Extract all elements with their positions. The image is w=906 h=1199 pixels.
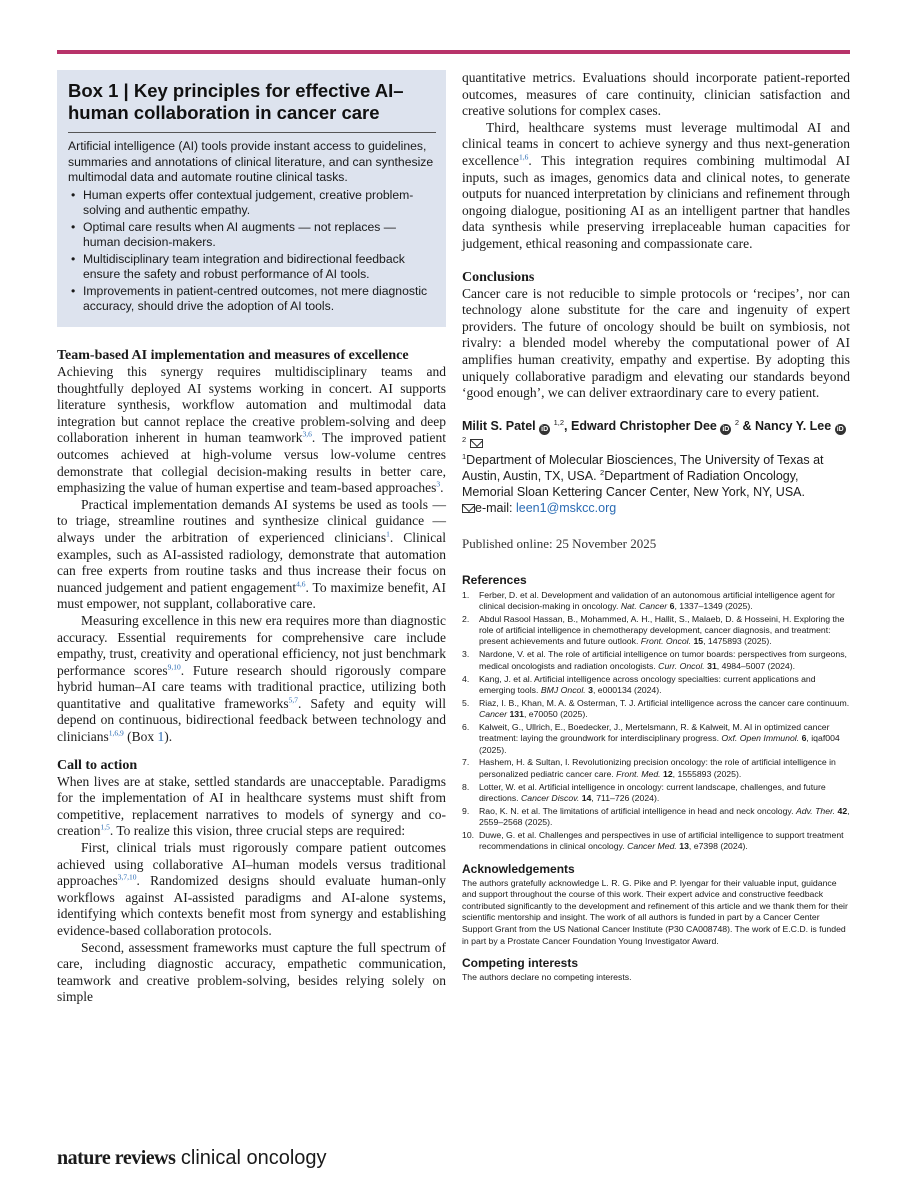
box-bullet-list	[68, 188, 436, 315]
top-accent-bar	[57, 50, 850, 54]
reference-item: 9. Rao, K. N. et al. The limitations of artificial intelligence in head and neck oncology. Adv. Ther. 42, 2559–2568 (2025).	[462, 805, 850, 828]
email-envelope-icon[interactable]	[470, 439, 483, 448]
acknowledgements-heading: Acknowledgements	[462, 861, 575, 876]
reference-item: 8. Lotter, W. et al. Artificial intelligence in oncology: current landscape, challenges, and future directions. Cancer Discov. 14, 711–726 (2024).	[462, 781, 826, 803]
competing-interests-heading: Competing interests	[462, 956, 579, 971]
citation[interactable]: 3,6	[302, 429, 312, 439]
section-heading-conclusions: Conclusions	[462, 269, 535, 285]
author-names: Milit S. Patel iD $^{1,2}$, Edward Christopher Dee iD $^2$ & Nancy Y. Lee iD $^2$	[462, 418, 850, 451]
citation[interactable]: 4,6	[296, 579, 306, 589]
box-bullet: • Improvements in patient-centred outcomes, not mere diagnostic accuracy, should drive the adoption of AI tools.	[68, 284, 436, 315]
email-link[interactable]: leen1@mskcc.org	[515, 500, 617, 515]
box-bullet: • Human experts offer contextual judgement, creative problem-solving and authentic empathy.	[68, 188, 436, 219]
references-list	[462, 590, 850, 853]
email-envelope-icon	[462, 504, 475, 513]
section-heading-call-to-action: Call to action	[57, 757, 138, 773]
reference-item: 10. Duwe, G. et al. Challenges and perspectives in use of artificial intelligence to support treatment recommendations in clinical oncology. Cancer Med. 13, e7398 (2024).	[462, 829, 844, 852]
reference-item: 2. Abdul Rasool Hassan, B., Mohammed, A. H., Hallit, S., Malaeb, D. & Hosseini, H. Exploring the role of artificial intelligence in chemotherapy development, cancer diagnosis, and treatment: present achievements and future outlook. Front. Oncol. 15, 1475893 (2025).	[462, 613, 845, 647]
citation[interactable]: 3,7,10	[117, 872, 137, 882]
footer-brand: nature reviews	[57, 1147, 176, 1169]
paragraph: Practical implementation demands AI systems be used as tools — to triage, streamline routines and synthesize clinical guidance — always under the arbitration of experienced clinicians$^1$. Clinical examples, such as AI-assisted radiology, demonstrate that automation can free experts from routine tasks and thus increase their focus on nuanced judgement and patient engagement$^{4,6}$. To maximize benefit, AI must empower, not supplant, collaborative care.	[57, 496, 446, 612]
section-heading-team-based: Team-based AI implementation and measures of excellence	[57, 348, 409, 363]
published-date: Published online: 25 November 2025	[462, 535, 657, 551]
box-bullet: • Optimal care results when AI augments — not replaces — human decision-makers.	[68, 220, 436, 251]
reference-item: 4. Kang, J. et al. Artificial intelligence across oncology specialties: current applications and emerging tools. BMJ Oncol. 3, e000134 (2024).	[462, 673, 816, 695]
orcid-icon[interactable]: iD	[836, 425, 844, 433]
citation[interactable]: 1	[386, 529, 390, 539]
paragraph: Achieving this synergy requires multidisciplinary teams and thoughtfully deployed AI systems working in concert. AI supports literature synthesis, workflow automation and multimodal data integration but cannot replace the creative problem-solving and deep collaboration inherent in human teamwork$^{3,6}$. The improved patient outcomes achieved at high-volume versus low-volume centres demonstrate that collegial decision-making results in better care, emphasizing the value of human expertise and team-based approaches$^3$.	[57, 364, 446, 496]
paragraph: Cancer care is not reducible to simple protocols or ‘recipes’, nor can technology alone substitute for the care and ingenuity of expert providers. The future of oncology should be built on symbiosis, not rivalry: a blended model whereby the computational power of AI amplifies human creativity, empathy and expertise. By adopting this uniquely collaborative paradigm and elevating our standards beyond ‘good enough’, we can deliver extraordinary care to every patient.	[462, 285, 850, 401]
email-line: e-mail: leen1@mskcc.org	[462, 500, 850, 516]
orcid-icon[interactable]: iD	[541, 425, 549, 433]
citation[interactable]: 1,5	[100, 822, 110, 832]
author-name: Edward Christopher Dee	[571, 418, 717, 433]
box-bullet: • Multidisciplinary team integration and bidirectional feedback ensure the safety and robust performance of AI tools.	[68, 252, 436, 283]
paragraph: quantitative metrics. Evaluations should incorporate patient-reported outcomes, measures of care continuity, clinician satisfaction and creative solutions for complex cases.	[462, 70, 850, 119]
key-principles-box	[57, 70, 446, 327]
citation[interactable]: 3	[436, 479, 441, 489]
journal-footer	[57, 1147, 327, 1170]
reference-item: 7. Hashem, H. & Sultan, I. Revolutionizing precision oncology: the role of artificial intelligence in personalized pediatric cancer care. Front. Med. 12, 1555893 (2025).	[462, 757, 836, 779]
citation[interactable]: 5,7	[288, 695, 298, 705]
paragraph: First, clinical trials must rigorously compare patient outcomes achieved using collaborative AI–human models versus traditional approaches$^{3,7,10}$. Randomized designs should evaluate human-only workflows against AI-assisted paradigms and AI-alone systems, identifying which contexts benefit most from synergy and establishing evidence-based collaboration protocols.	[57, 840, 446, 938]
orcid-icon[interactable]: iD	[722, 425, 730, 433]
references-heading: References	[462, 572, 527, 587]
author-name: Milit S. Patel	[462, 418, 536, 433]
competing-interests-text: The authors declare no competing interests.	[462, 972, 632, 983]
box-divider	[68, 132, 436, 133]
paragraph: Measuring excellence in this new era requires more than diagnostic accuracy. Essential requirements for comprehensive care include empathy, trust, creativity and operational efficiency, not just benchmark performance scores$^{9,10}$. Future research should rigorously compare hybrid human–AI care teams with traditional practice, utilizing both quantitative and qualitative frameworks$^{5,7}$. Safety and equity will depend on continuous, bidirectional feedback between technology and clinicians$^{1,6,9}$ (Box 1).	[57, 612, 446, 745]
citation[interactable]: 1,6,9	[108, 728, 124, 738]
box-intro: Artificial intelligence (AI) tools provide instant access to guidelines, summaries and annotations of clinical literature, and can synthesize multimodal data and automate routine clinical tasks.	[68, 139, 434, 184]
reference-item: 1. Ferber, D. et al. Development and validation of an autonomous artificial intelligence agent for clinical decision-making in oncology. Nat. Cancer 6, 1337–1349 (2025).	[462, 589, 835, 611]
citation[interactable]: 9,10	[167, 662, 181, 672]
reference-item: 3. Nardone, V. et al. The role of artificial intelligence on tumor boards: perspectives from surgeons, medical oncologists and radiation oncologists. Curr. Oncol. 31, 4984–5007 (2024).	[462, 649, 847, 671]
author-block	[462, 418, 850, 516]
acknowledgements-text: The authors gratefully acknowledge L. R. G. Pike and P. Iyengar for their valuable input, guidance and support throughout the course of this work. Their expert advice and constructive feedback contributed significantly to the development and refinement of this article and we thank them for their scientific mentorship and insight. The work of all authors is funded in part by a Cancer Center Support Grant from the US National Cancer Institute (P30 CA008748). The work of E.C.D. is funded in part by a Prostate Cancer Foundation Young Investigator Award.	[462, 877, 848, 946]
left-column	[57, 347, 446, 1006]
footer-journal: clinical oncology	[175, 1147, 327, 1169]
paragraph: Second, assessment frameworks must capture the full spectrum of care, including diagnostic accuracy, empathetic communication, teamwork and creative problem-solving, besides relying solely on simple	[57, 939, 446, 1005]
affiliations: $^1$Department of Molecular Biosciences, The University of Texas at Austin, Austin, TX, USA. $^2$Department of Radiation Oncology, Memorial Sloan Kettering Cancer Center, New York, NY, USA.	[462, 451, 824, 499]
author-name: Nancy Y. Lee	[755, 418, 832, 433]
paragraph: Third, healthcare systems must leverage multimodal AI and clinical teams in concert to achieve synergy and thus next-generation excellence$^{1,6}$. This integration requires combining multimodal AI inputs, such as images, genomics data and clinical notes, to generate outputs for nuanced interpretation by clinicians and refinement through ongoing dialogue, positioning AI as an intelligent partner that handles data synthesis while preserving irreplaceable human capacities for judgement, ethical reasoning and compassionate care.	[462, 119, 850, 251]
box-link[interactable]: 1	[157, 729, 165, 745]
paragraph: When lives are at stake, settled standards are unacceptable. Paradigms for the implementation of AI in healthcare systems must shift from competitive, replacement narratives to models of synergy and co-creation$^{1,5}$. To realize this vision, three crucial steps are required:	[57, 773, 446, 839]
reference-item: 5. Riaz, I. B., Khan, M. A. & Osterman, T. J. Artificial intelligence across the cancer care continuum. Cancer 131, e70050 (2025).	[462, 697, 850, 720]
citation[interactable]: 1,6	[518, 152, 529, 162]
reference-item: 6. Kalweit, G., Ullrich, E., Boedecker, J., Mertelsmann, R. & Kalweit, M. AI in optimized cancer treatment: laying the groundwork for interdisciplinary progress. Oxf. Open Immunol. 6, iqaf004 (2025).	[462, 721, 840, 755]
right-column	[462, 70, 850, 984]
box-title: Box 1 | Key principles for effective AI–human collaboration in cancer care	[68, 80, 404, 123]
